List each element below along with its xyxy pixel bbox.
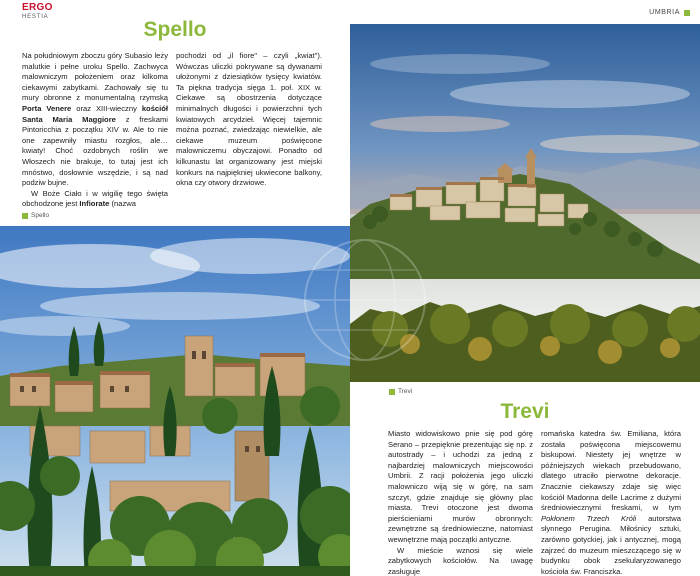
region-header xyxy=(649,9,690,16)
logo-text-hestia: HESTIA xyxy=(22,14,49,20)
trevi-paragraph-1: Miasto widowiskowo pnie się pod górę Serano – przepięknie prezentując się np. z autostrady – i uchodzi za jedną z najbardziej malowniczych miejscowości Umbrii. Z racji położenia jego uliczki malowniczo wiją się w górę, na sam szczyt, gdzie znajduje się główny plac miasta. Trevi otoczone jest dwoma pierścieniami murów obronnych: zewnętrzne są średniowieczne, natomiast wewnętrzne mają początki antyczne. xyxy=(388,429,533,544)
trevi-heading: Trevi xyxy=(500,400,550,423)
caption-square-icon xyxy=(22,213,28,219)
region-label: UMBRIA xyxy=(649,9,680,16)
spello-heading: Spello xyxy=(143,18,207,41)
logo-text-ergo: ERGO xyxy=(22,2,53,13)
spello-paragraph-1: Na południowym zboczu góry Subasio leży malutkie i pełne uroku Spello. Zachwyca malowniczym położeniem oraz kilkoma ciekawymi zabytkami. Zachowały się tu mury obronne z monumentalną rzymską Porta Venere oraz XIII-wieczny kościół Santa Maria Maggiore z freskami Pintoricchia z początku XIV w. Ale to nie one zapewniły miastu rozgłos, ale… kwiaty! Choć ozdobnych roślin we Włoszech nie brakuje, to tutaj jest ich mnóstwo, dosłownie wszędzie, i są nad podziw bujne. xyxy=(22,51,168,188)
trevi-photo xyxy=(350,24,700,382)
caption-square-icon xyxy=(389,389,395,395)
trevi-column-2 xyxy=(541,429,681,576)
spello-column-2 xyxy=(176,51,322,189)
spello-photo-caption: Spello xyxy=(22,212,49,219)
spello-column-1 xyxy=(22,51,168,210)
spello-paragraph-2: W Boże Ciało i w wigilię tego święta obchodzone jest Infiorate (nazwa xyxy=(22,188,168,209)
spello-paragraph-3: pochodzi od „il fiore" – czyli „kwiat"). Wówczas uliczki pokrywane są dywanami ułożonymi z dziesiątków tysięcy kwiatów. Ta piękna tradycja sięga 1. poł. XIX w. Ciekawe są obostrzenia dotyczące minimalnych długości i powierzchni tych kwiatowych arcydzieł. Więcej tajemnic można poznać, zwiedzając niewielkie, ale ciekawe muzeum poświęcone malowniczemu obyczajowi. Ponadto od kilkunastu lat organizowany jest miejski konkurs na najpiękniej ukwiecone balkony, okna czy otwory drzwiowe. xyxy=(176,51,322,188)
trevi-photo-caption: Trevi xyxy=(389,388,412,395)
trevi-paragraph-3: romańska katedra św. Emiliana, która została poświęcona miejscowemu biskupowi. Niestety jej wnętrze w późniejszych wiekach przebudowano, dlatego utraciło pierwotne dekoracje. Znacznie ciekawszy zdaje się więc kościół Madonna delle Lacrime z dużymi średniowiecznymi freskami, w tym Pokłonem Trzech Króli autorstwa słynnego Perugina. Miłośnicy sztuki, zarówno gotyckiej, jak i antycznej, mogą zajrzeć do muzeum mieszczącego się w budynku obok zsekularyzowanego kościoła św. Franciszka. xyxy=(541,429,681,576)
spello-photo xyxy=(0,226,350,576)
trevi-paragraph-2: W mieście wznosi się wiele zabytkowych kościołów. Na uwagę zasługuje xyxy=(388,545,533,576)
green-square-icon xyxy=(684,10,690,16)
trevi-column-1 xyxy=(388,429,533,576)
